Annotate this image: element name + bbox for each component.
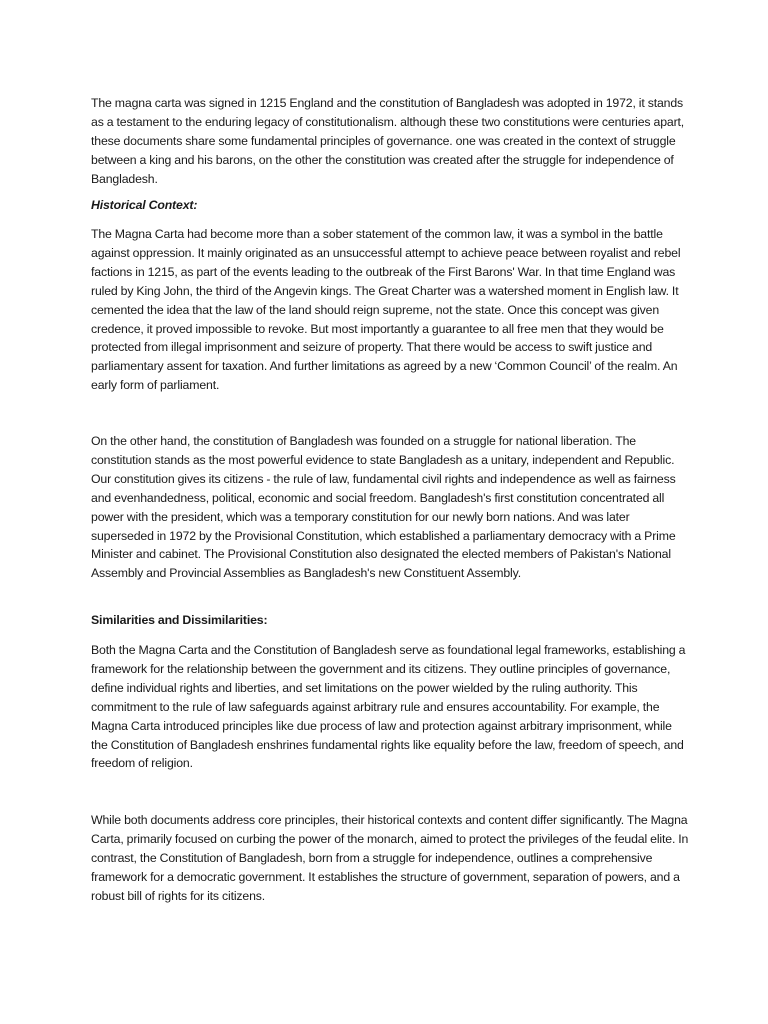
- similarities-heading: Similarities and Dissimilarities:: [91, 613, 268, 627]
- intro-paragraph: The magna carta was signed in 1215 England and the constitution of Bangladesh was adopted in 1972, it stands as a testament to the enduring legacy of constitutionalism. although these two constitutions were centuries apart, these documents share some fundamental principles of governance. one was created in the context of struggle between a king and his barons, on the other the constitution was created after the struggle for independence of Bangladesh.: [91, 96, 685, 186]
- bangladesh-constitution-paragraph: On the other hand, the constitution of Bangladesh was founded on a struggle for national liberation. The constitution stands as the most powerful evidence to state Bangladesh as a unitary, independent and Republic. Our constitution gives its citizens - the rule of law, fundamental civil rights and independence as well as fairness and evenhandedness, political, economic and social freedom. Bangladesh's first constitution concentrated all power with the president, which was a temporary constitution for our newly born nations. And was later superseded in 1972 by the Provisional Constitution, which established a parliamentary democracy with a Prime Minister and cabinet. The Provisional Constitution also designated the elected members of Pakistan's National Assembly and Provincial Assemblies as Bangladesh's new Constituent Assembly.: [91, 434, 676, 581]
- magna-carta-paragraph: The Magna Carta had become more than a sober statement of the common law, it was a symbol in the battle against oppression. It mainly originated as an unsuccessful attempt to achieve peace between royalist and rebel factions in 1215, as part of the events leading to the outbreak of the First Barons' War. In that time England was ruled by King John, the third of the Angevin kings. The Great Charter was a watershed moment in English law. It cemented the idea that the law of the land should reign supreme, not the state. Once this concept was given credence, it proved impossible to revoke. But most importantly a guarantee to all free men that they would be protected from illegal imprisonment and seizure of property. That there would be access to swift justice and parliamentary assent for taxation. And further limitations as agreed by a new ‘Common Council’ of the realm. An early form of parliament.: [91, 227, 681, 393]
- differences-paragraph: While both documents address core principles, their historical contexts and content differ significantly. The Magna Carta, primarily focused on curbing the power of the monarch, aimed to protect the privileges of the feudal elite. In contrast, the Constitution of Bangladesh, born from a struggle for independence, outlines a comprehensive framework for a democratic government. It establishes the structure of government, separation of powers, and a robust bill of rights for its citizens.: [91, 813, 689, 903]
- similarities-paragraph: Both the Magna Carta and the Constitution of Bangladesh serve as foundational legal frameworks, establishing a framework for the relationship between the government and its citizens. They outline principles of governance, define individual rights and liberties, and set limitations on the power wielded by the ruling authority. This commitment to the rule of law safeguards against arbitrary rule and ensures accountability. For example, the Magna Carta introduced principles like due process of law and protection against arbitrary imprisonment, while the Constitution of Bangladesh enshrines fundamental rights like equality before the law, freedom of speech, and freedom of religion.: [91, 643, 686, 771]
- historical-context-heading: Historical Context:: [91, 198, 198, 212]
